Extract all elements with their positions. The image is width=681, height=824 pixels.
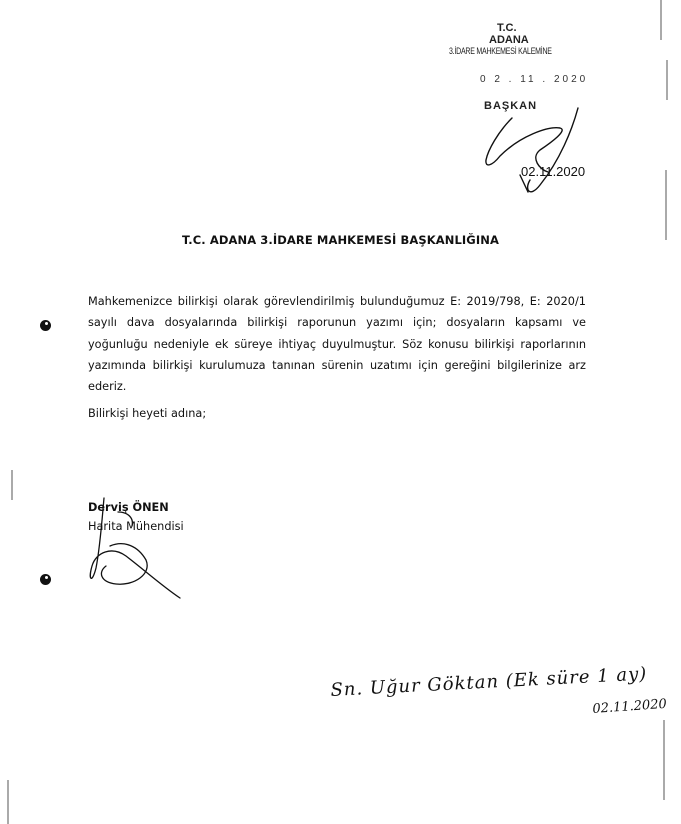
letter-body: Mahkemenizce bilirkişi olarak görevlendirilmiş bulunduğumuz E: 2019/798, E: 2020/1 sayılı dava dosyalarında bilirkişi raporunun yazımı için; dosyaların kapsamı ve yoğunluğu nedeniyle ek süreye ihtiyaç duyulmuştur. Söz konusu bilirkişi raporlarının yazımında bilirkişi kurulumuza tanınan sürenin uzatımı için gereğini bilgilerinize arz ederiz. — [88, 295, 586, 394]
president-signature — [486, 108, 578, 192]
punch-hole-bottom — [40, 574, 51, 585]
handwritten-note: Sn. Uğur Göktan (Ek süre 1 ay) — [330, 663, 648, 701]
stamp-line-tc: T.C. — [497, 22, 517, 34]
signer-name: Derviş ÖNEN — [88, 501, 169, 514]
stamp-line-president: BAŞKAN — [484, 100, 538, 112]
stamp-line-court: 3.İDARE MAHKEMESİ KALEMİNE — [449, 46, 552, 56]
handwritten-note-date: 02.11.2020 — [592, 696, 668, 717]
letter-heading: T.C. ADANA 3.İDARE MAHKEMESİ BAŞKANLIĞINA — [182, 233, 499, 247]
signer-title: Harita Mühendisi — [88, 520, 184, 533]
punch-hole-top — [40, 320, 51, 331]
letter-closing: Bilirkişi heyeti adına; — [88, 407, 207, 420]
stamp-line-city: ADANA — [489, 34, 529, 46]
president-signature-date: 02.11.2020 — [521, 164, 586, 179]
stamp-received-date: 0 2 . 11 . 2020 — [480, 74, 589, 85]
